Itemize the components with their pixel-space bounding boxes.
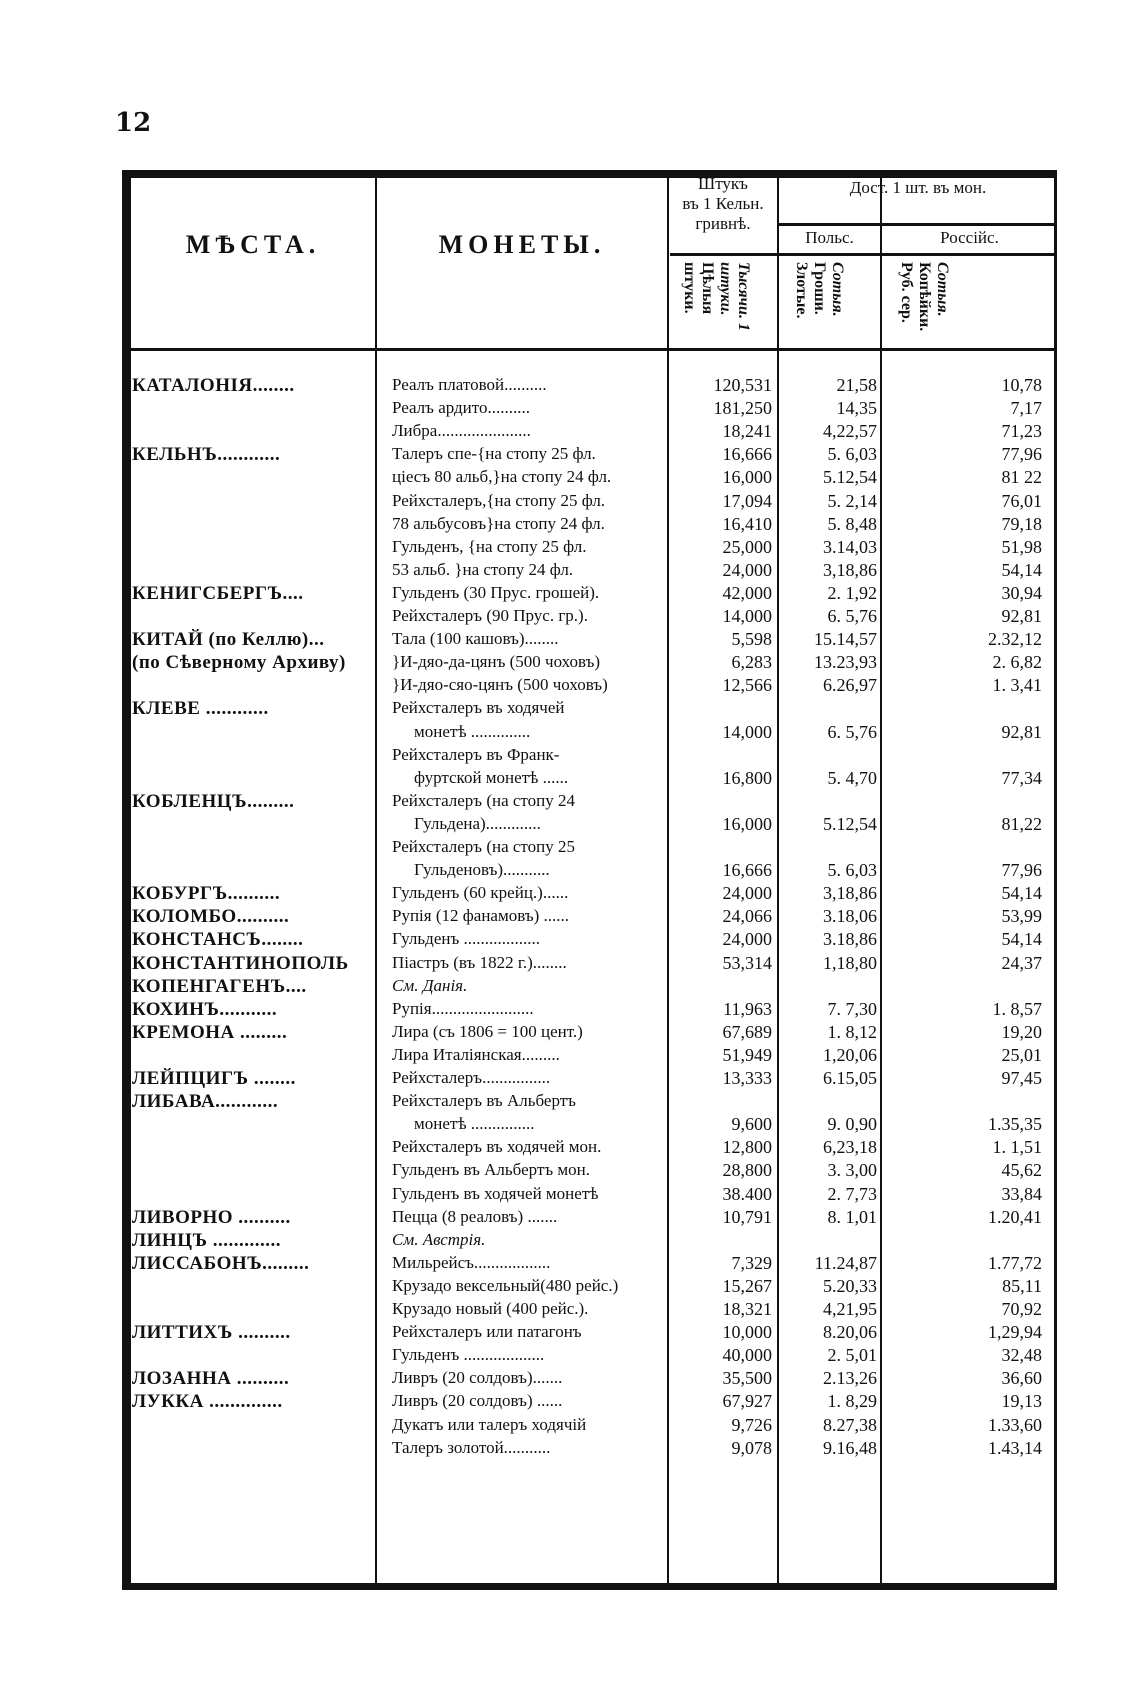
- place-cell: ЛЕЙПЦИГЪ ........: [132, 1068, 296, 1089]
- count-cell: 40,000: [722, 1345, 772, 1366]
- place-cell: ЛИВОРНО ..........: [132, 1206, 291, 1228]
- russian-value-cell: 77,96: [1001, 444, 1042, 465]
- coin-cell: фуртской монетѣ ......: [414, 767, 569, 787]
- russian-value-cell: 45,62: [1001, 1160, 1042, 1181]
- coin-exchange-table: [122, 170, 1057, 1590]
- place-cell: КОНСТАНСЪ........: [132, 929, 304, 951]
- header-divider-value-group: [777, 223, 1057, 226]
- table-row: [122, 1114, 1057, 1138]
- count-cell: 13,333: [722, 1068, 772, 1088]
- russian-value-cell: 54,14: [1001, 883, 1042, 904]
- place-cell: КОБЛЕНЦЪ.........: [132, 790, 295, 812]
- russian-value-cell: 92,81: [1001, 721, 1042, 742]
- table-row: [122, 1022, 1057, 1046]
- coin-cell: Либра......................: [392, 421, 531, 441]
- count-cell: 16,666: [722, 444, 772, 465]
- coin-cell: Рейхсталеръ въ ходячей мон.: [392, 1137, 602, 1157]
- russian-value-cell: 53,99: [1001, 906, 1042, 927]
- coin-cell: Крузадо новый (400 рейс.).: [392, 1299, 589, 1318]
- table-row: [122, 1276, 1057, 1300]
- coin-cell: Гульденъ, {на стопу 25 фл.: [392, 536, 587, 556]
- header-count-sub: Тысячи. 1 штуки. Цѣлыя штуки.: [681, 262, 752, 331]
- header-russian-sub: Сотыя. Копѣйки. Руб. сер.: [898, 262, 951, 332]
- coin-cell: Лира (съ 1806 = 100 цент.): [392, 1021, 583, 1041]
- table-row: [122, 514, 1057, 538]
- table-row: [122, 1415, 1057, 1439]
- polish-value-cell: 4,22,57: [823, 421, 877, 442]
- table-bottom-border: [122, 1583, 1057, 1590]
- polish-value-cell: 13.23,93: [814, 652, 877, 673]
- polish-value-cell: 7. 7,30: [827, 998, 877, 1019]
- polish-value-cell: 6.15,05: [823, 1068, 877, 1088]
- russian-value-cell: 30,94: [1001, 582, 1042, 603]
- table-row: [122, 698, 1057, 722]
- count-cell: 18,321: [722, 1299, 772, 1319]
- count-cell: 24,066: [722, 906, 772, 927]
- count-cell: 9,600: [731, 1114, 772, 1135]
- coin-cell: Гульдена).............: [414, 813, 541, 833]
- polish-value-cell: 1. 8,12: [827, 1021, 877, 1042]
- place-cell: ЛИНЦЪ .............: [132, 1229, 282, 1251]
- table-row: [122, 606, 1057, 630]
- polish-value-cell: 5.20,33: [823, 1275, 877, 1296]
- table-row: [122, 883, 1057, 907]
- coin-cell: Рейхсталеръ,{на стопу 25 фл.: [392, 490, 606, 510]
- coin-cell: Гульденъ ..................: [392, 929, 541, 949]
- place-cell: КОБУРГЪ..........: [132, 883, 281, 905]
- coin-cell: Рупія........................: [392, 998, 534, 1018]
- count-cell: 24,000: [722, 883, 772, 904]
- table-row: [122, 1253, 1057, 1277]
- table-row: [122, 791, 1057, 815]
- count-cell: 17,094: [722, 490, 772, 511]
- polish-value-cell: 5.12,54: [823, 467, 877, 488]
- russian-value-cell: 54,14: [1001, 929, 1042, 950]
- coin-cell: ціесъ 80 альб,}на стопу 24 фл.: [392, 467, 612, 487]
- coin-cell: Гульденъ (30 Прус. грошей).: [392, 582, 600, 602]
- russian-value-cell: 81 22: [1001, 467, 1042, 488]
- count-cell: 18,241: [722, 421, 772, 442]
- count-cell: 67,689: [722, 1021, 772, 1042]
- polish-value-cell: 4,21,95: [823, 1299, 877, 1319]
- russian-value-cell: 85,11: [1002, 1275, 1042, 1296]
- count-cell: 28,800: [722, 1160, 772, 1181]
- coin-cell: Реалъ платовой..........: [392, 375, 547, 394]
- polish-value-cell: 1. 8,29: [827, 1391, 877, 1412]
- coin-cell: Крузадо вексельный(480 рейс.): [392, 1275, 619, 1295]
- polish-value-cell: 3. 3,00: [827, 1160, 877, 1181]
- polish-value-cell: 3.18,86: [823, 929, 877, 950]
- header-places: МѢСТА.: [185, 230, 321, 259]
- count-cell: 181,250: [713, 398, 772, 419]
- place-cell: КОЛОМБО..........: [132, 906, 290, 928]
- coin-cell: Гульденовъ)...........: [414, 860, 550, 880]
- table-row: [122, 1160, 1057, 1184]
- table-row: [122, 1045, 1057, 1069]
- polish-value-cell: 11.24,87: [814, 1252, 877, 1273]
- coin-cell: монетѣ ..............: [414, 721, 531, 741]
- russian-value-cell: 77,96: [1001, 860, 1042, 881]
- count-cell: 53,314: [722, 952, 772, 973]
- place-cell: КОПЕНГАГЕНЪ....: [132, 975, 307, 997]
- polish-value-cell: 6. 5,76: [827, 721, 877, 742]
- russian-value-cell: 97,45: [1001, 1068, 1042, 1088]
- russian-value-cell: 19,20: [1001, 1021, 1042, 1042]
- table-row: [122, 444, 1057, 468]
- coin-cell: Рейхсталеръ въ Альбертъ: [392, 1091, 576, 1111]
- polish-value-cell: 5. 4,70: [827, 767, 877, 788]
- polish-value-cell: 3,18,86: [823, 883, 877, 904]
- polish-value-cell: 6,23,18: [823, 1137, 877, 1158]
- count-cell: 38.400: [722, 1183, 772, 1204]
- table-row: [122, 1368, 1057, 1392]
- table-row: [122, 953, 1057, 977]
- russian-value-cell: 10,78: [1001, 375, 1042, 395]
- polish-value-cell: 2.13,26: [823, 1368, 877, 1389]
- place-cell: ЛУККА ..............: [132, 1391, 283, 1413]
- coin-cell: Рейхсталеръ или патагонъ: [392, 1322, 582, 1342]
- russian-value-cell: 1. 8,57: [992, 998, 1042, 1019]
- count-cell: 16,666: [722, 860, 772, 881]
- header-count-group: Штукъ въ 1 Кельн. гривнѣ.: [682, 174, 764, 233]
- table-row: [122, 629, 1057, 653]
- table-row: [122, 1391, 1057, 1415]
- polish-value-cell: 8.20,06: [823, 1322, 877, 1343]
- russian-value-cell: 1.35,35: [988, 1114, 1042, 1135]
- coin-cell: Рейхсталеръ въ Франк-: [392, 744, 560, 764]
- coin-cell: Талеръ золотой...........: [392, 1437, 551, 1457]
- polish-value-cell: 9.16,48: [823, 1437, 877, 1458]
- polish-value-cell: 3.14,03: [823, 536, 877, 557]
- count-cell: 16,000: [722, 813, 772, 834]
- coin-cell: Реалъ ардито..........: [392, 398, 530, 418]
- polish-value-cell: 5. 6,03: [827, 860, 877, 881]
- russian-value-cell: 25,01: [1001, 1044, 1042, 1065]
- count-cell: 10,791: [722, 1206, 772, 1227]
- table-row: [122, 1091, 1057, 1115]
- russian-value-cell: 1. 3,41: [992, 675, 1042, 696]
- russian-value-cell: 77,34: [1001, 767, 1042, 788]
- coin-cell: Талеръ спе-{на стопу 25 фл.: [392, 444, 596, 464]
- coin-cell: Лира Италіянская.........: [392, 1044, 560, 1064]
- table-row: [122, 906, 1057, 930]
- header-value-group: Дост. 1 шт. въ мон.: [849, 178, 987, 197]
- russian-value-cell: 2.32,12: [988, 629, 1042, 650]
- coin-cell: Рупія (12 фанамовъ) ......: [392, 906, 570, 926]
- count-cell: 25,000: [722, 536, 772, 557]
- table-row: [122, 583, 1057, 607]
- polish-value-cell: 3,18,86: [823, 559, 877, 580]
- count-cell: 16,000: [722, 467, 772, 488]
- count-cell: 16,800: [722, 767, 772, 788]
- place-cell: КОНСТАНТИНОПОЛЬ: [132, 952, 349, 974]
- count-cell: 12,566: [722, 675, 772, 696]
- polish-value-cell: 6.26,97: [823, 675, 877, 696]
- polish-value-cell: 2. 5,01: [827, 1345, 877, 1366]
- table-row: [122, 768, 1057, 792]
- count-cell: 120,531: [713, 375, 772, 395]
- table-row: [122, 537, 1057, 561]
- place-cell: КЕЛЬНЪ............: [132, 444, 281, 466]
- place-cell: КЕНИГСБЕРГЪ....: [132, 582, 304, 604]
- table-row: [122, 1184, 1057, 1208]
- count-cell: 6,283: [731, 652, 772, 673]
- russian-value-cell: 1.33,60: [988, 1414, 1042, 1435]
- count-cell: 12,800: [722, 1137, 772, 1158]
- table-row: [122, 1345, 1057, 1369]
- coin-cell: 53 альб. }на стопу 24 фл.: [392, 559, 574, 579]
- count-cell: 35,500: [722, 1368, 772, 1389]
- place-cell: КЛЕВЕ ............: [132, 698, 269, 720]
- table-row: [122, 491, 1057, 515]
- table-row: [122, 837, 1057, 861]
- header-russian: Россійс.: [940, 228, 999, 247]
- place-cell: КИТАЙ (по Келлю)...: [132, 629, 325, 651]
- count-cell: 67,927: [722, 1391, 772, 1412]
- count-cell: 16,410: [722, 513, 772, 534]
- coin-cell: Гульденъ въ ходячей монетѣ: [392, 1183, 599, 1203]
- count-cell: 15,267: [722, 1275, 772, 1296]
- polish-value-cell: 8.27,38: [823, 1414, 877, 1435]
- place-cell: ЛИБАВА............: [132, 1091, 279, 1113]
- header-bottom-divider: [131, 348, 1057, 351]
- coin-cell: См. Австрія.: [392, 1229, 486, 1249]
- coin-cell: См. Данія.: [392, 975, 468, 995]
- coin-cell: 78 альбусовъ}на стопу 24 фл.: [392, 513, 605, 533]
- table-row: [122, 1322, 1057, 1346]
- count-cell: 5,598: [731, 629, 772, 650]
- table-row: [122, 860, 1057, 884]
- table-row: [122, 421, 1057, 445]
- polish-value-cell: 1,18,80: [823, 952, 877, 973]
- russian-value-cell: 24,37: [1001, 952, 1042, 973]
- russian-value-cell: 51,98: [1001, 536, 1042, 557]
- russian-value-cell: 19,13: [1001, 1391, 1042, 1412]
- count-cell: 9,078: [731, 1437, 772, 1458]
- coin-cell: Рейхсталеръ (на стопу 25: [392, 837, 575, 856]
- table-row: [122, 652, 1057, 676]
- coin-cell: Рейхсталеръ (на стопу 24: [392, 790, 575, 810]
- count-cell: 11,963: [723, 998, 772, 1019]
- coin-cell: Ливръ (20 солдовъ).......: [392, 1368, 563, 1388]
- russian-value-cell: 92,81: [1001, 606, 1042, 626]
- coin-cell: }И-дяо-сяо-цянъ (500 чоховъ): [392, 675, 608, 695]
- polish-value-cell: 5. 6,03: [827, 444, 877, 465]
- russian-value-cell: 76,01: [1001, 490, 1042, 511]
- page-number: 12: [115, 108, 152, 138]
- coin-cell: монетѣ ...............: [414, 1114, 535, 1134]
- russian-value-cell: 1. 1,51: [992, 1137, 1042, 1158]
- place-cell: КОХИНЪ...........: [132, 998, 278, 1020]
- russian-value-cell: 79,18: [1001, 513, 1042, 534]
- table-row: [122, 1438, 1057, 1462]
- count-cell: 24,000: [722, 559, 772, 580]
- coin-cell: Гульденъ ...................: [392, 1345, 545, 1365]
- russian-value-cell: 70,92: [1001, 1299, 1042, 1319]
- coin-cell: }И-дяо-да-цянъ (500 чоховъ): [392, 652, 601, 672]
- table-row: [122, 999, 1057, 1023]
- coin-cell: Дукатъ или талеръ ходячій: [392, 1414, 587, 1434]
- coin-cell: Пецца (8 реаловъ) .......: [392, 1206, 558, 1226]
- count-cell: 14,000: [722, 606, 772, 626]
- count-cell: 7,329: [731, 1252, 772, 1273]
- count-cell: 24,000: [722, 929, 772, 950]
- polish-value-cell: 9. 0,90: [827, 1114, 877, 1135]
- table-row: [122, 375, 1057, 399]
- russian-value-cell: 33,84: [1001, 1183, 1042, 1204]
- header-coins: МОНЕТЫ.: [438, 230, 606, 259]
- table-row: [122, 814, 1057, 838]
- coin-cell: Мильрейсъ..................: [392, 1252, 551, 1272]
- coin-cell: Гульденъ въ Альбертъ мон.: [392, 1160, 590, 1180]
- header-divider-subcolumns: [670, 253, 1057, 256]
- place-cell: ЛИССАБОНЪ.........: [132, 1252, 310, 1274]
- russian-value-cell: 1.77,72: [988, 1252, 1042, 1273]
- russian-value-cell: 36,60: [1001, 1368, 1042, 1389]
- table-top-border: [122, 170, 1057, 178]
- russian-value-cell: 81,22: [1001, 813, 1042, 834]
- russian-value-cell: 2. 6,82: [992, 652, 1042, 673]
- russian-value-cell: 1,29,94: [988, 1322, 1042, 1343]
- polish-value-cell: 5. 2,14: [827, 490, 877, 511]
- count-cell: 10,000: [722, 1322, 772, 1343]
- header-polish: Польс.: [805, 228, 854, 247]
- russian-value-cell: 1.43,14: [988, 1437, 1042, 1458]
- coin-cell: Рейхсталеръ................: [392, 1068, 551, 1087]
- header-polish-sub: Сотыя. Гроши. Злотые.: [793, 262, 846, 319]
- table-row: [122, 398, 1057, 422]
- table-row: [122, 1068, 1057, 1092]
- russian-value-cell: 32,48: [1001, 1345, 1042, 1366]
- place-cell: ЛОЗАННА ..........: [132, 1368, 290, 1390]
- coin-cell: Рейхсталеръ въ ходячей: [392, 698, 565, 718]
- polish-value-cell: 1,20,06: [823, 1044, 877, 1065]
- polish-value-cell: 14,35: [836, 398, 877, 419]
- coin-cell: Ливръ (20 солдовъ) ......: [392, 1391, 563, 1411]
- table-row: [122, 976, 1057, 1000]
- place-cell: ЛИТТИХЪ ..........: [132, 1322, 291, 1344]
- place-cell: КРЕМОНА .........: [132, 1021, 288, 1043]
- table-row: [122, 929, 1057, 953]
- table-row: [122, 1137, 1057, 1161]
- polish-value-cell: 2. 1,92: [827, 582, 877, 603]
- table-row: [122, 675, 1057, 699]
- place-cell: (по Сѣверному Архиву): [132, 652, 346, 674]
- count-cell: 42,000: [722, 582, 772, 603]
- table-row: [122, 1230, 1057, 1254]
- russian-value-cell: 71,23: [1001, 421, 1042, 442]
- table-row: [122, 560, 1057, 584]
- russian-value-cell: 7,17: [1010, 398, 1042, 419]
- polish-value-cell: 2. 7,73: [827, 1183, 877, 1204]
- table-row: [122, 1299, 1057, 1323]
- coin-cell: Піастръ (въ 1822 г.)........: [392, 952, 567, 972]
- polish-value-cell: 5. 8,48: [827, 513, 877, 534]
- polish-value-cell: 3.18,06: [823, 906, 877, 927]
- russian-value-cell: 1.20,41: [988, 1206, 1042, 1227]
- place-cell: КАТАЛОНІЯ........: [132, 375, 295, 396]
- count-cell: 14,000: [722, 721, 772, 742]
- polish-value-cell: 15.14,57: [814, 629, 877, 650]
- polish-value-cell: 21,58: [836, 375, 877, 395]
- table-row: [122, 745, 1057, 769]
- coin-cell: Рейхсталеръ (90 Прус. гр.).: [392, 606, 588, 625]
- coin-cell: Гульденъ (60 крейц.)......: [392, 883, 569, 903]
- table-row: [122, 722, 1057, 746]
- table-row: [122, 467, 1057, 491]
- polish-value-cell: 6. 5,76: [827, 606, 877, 626]
- polish-value-cell: 5.12,54: [823, 813, 877, 834]
- count-cell: 9,726: [731, 1414, 772, 1435]
- coin-cell: Тала (100 кашовъ)........: [392, 629, 559, 649]
- polish-value-cell: 8. 1,01: [827, 1206, 877, 1227]
- table-row: [122, 1207, 1057, 1231]
- count-cell: 51,949: [722, 1044, 772, 1065]
- russian-value-cell: 54,14: [1001, 559, 1042, 580]
